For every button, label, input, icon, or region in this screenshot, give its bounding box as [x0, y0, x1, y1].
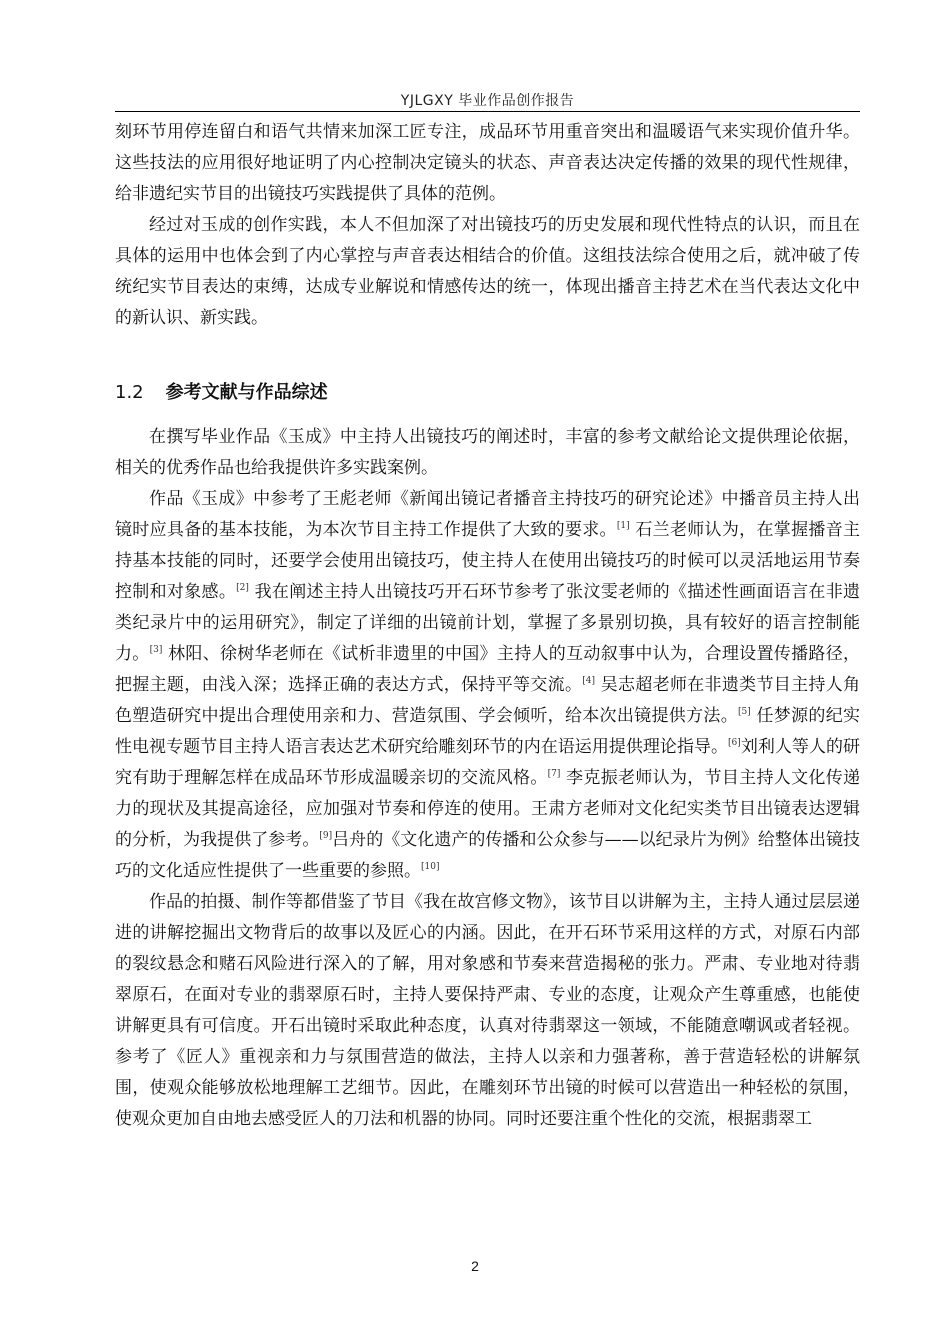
review-sentence: 吴志超老师在非遗类节目主持人角色塑造研究中提出合理使用亲和力、营造氛围、学会倾听，给本次出镜提供方法。 — [115, 675, 861, 726]
review-paragraph-2 — [115, 484, 860, 887]
citation-3: [3] — [149, 645, 163, 655]
review-sentence: 李克振老师认为，节目主持人文化传递力的现状及其提高途径，应加强对节奏和停连的使用。王肃方老师对文化纪实类节目出镜表达逻辑的分析，为我提供了参考。 — [115, 768, 861, 850]
section-number: 1.2 — [115, 382, 144, 403]
citation-10: [10] — [421, 862, 440, 872]
header-rule — [115, 111, 860, 112]
review-paragraph-3: 作品的拍摄、制作等都借鉴了节目《我在故宫修文物》，该节目以讲解为主，主持人通过层层递进的讲解挖掘出文物背后的故事以及匠心的内涵。因此，在开石环节采用这样的方式，对原石内部的裂纹悬念和赌石风险进行深入的了解，用对象感和节奏来营造揭秘的张力。严肃、专业地对待翡翠原石，在面对专业的翡翠原石时，主持人要保持严肃、专业的态度，让观众产生尊重感，也能使讲解更具有可信度。开石出镜时采取此种态度，认真对待翡翠这一领域，不能随意嘲讽或者轻视。参考了《匠人》重视亲和力与氛围营造的做法，主持人以亲和力强著称，善于营造轻松的讲解氛围，使观众能够放松地理解工艺细节。因此，在雕刻环节出镜的时候可以营造出一种轻松的氛围，使观众更加自由地去感受匠人的刀法和机器的协同。同时还要注重个性化的交流，根据翡翠工 — [115, 892, 860, 1129]
intro-paragraph-2: 经过对玉成的创作实践，本人不但加深了对出镜技巧的历史发展和现代性特点的认识，而且在具体的运用中也体会到了内心掌控与声音表达相结合的价值。这组技法综合使用之后，就冲破了传统纪实节目表达的束缚，达成专业解说和情感传达的统一，体现出播音主持艺术在当代表达文化中的新认识、新实践。 — [115, 215, 860, 328]
section-title: 参考文献与作品综述 — [165, 382, 328, 403]
review-sentence: 刘利人等人的研究有助于理解怎样在成品环节形成温暖亲切的交流风格。 — [115, 737, 861, 788]
review-sentence: 我在阐述主持人出镜技巧开石环节参考了张汶雯老师的《描述性画面语言在非遗类纪录片中的运用研究》，制定了详细的出镜前计划，掌握了多景别切换，具有较好的语言控制能力。 — [115, 582, 860, 664]
citation-4: [4] — [582, 676, 596, 686]
review-sentence: 吕舟的《文化遗产的传播和公众参与——以纪录片为例》给整体出镜技巧的文化适应性提供了一些重要的参照。 — [115, 830, 861, 881]
citation-5: [5] — [738, 707, 751, 717]
intro-paragraph-1: 刻环节用停连留白和语气共情来加深工匠专注，成品环节用重音突出和温暖语气来实现价值升华。这些技法的应用很好地证明了内心控制决定镜头的状态、声音表达决定传播的效果的现代性规律，给非遗纪实节目的出镜技巧实践提供了具体的范例。 — [115, 122, 860, 204]
section-heading — [115, 378, 328, 404]
citation-1: [1] — [616, 521, 630, 531]
citation-7: [7] — [547, 769, 561, 779]
citation-2: [2] — [236, 583, 249, 593]
intro-text — [115, 117, 860, 334]
running-header: YJLGXY 毕业作品创作报告 — [400, 93, 575, 109]
citation-6: [6] — [728, 738, 741, 748]
citation-9: [9] — [319, 831, 333, 841]
page-number: 2 — [471, 1258, 479, 1274]
review-sentence: 林阳、徐树华老师在《试析非遗里的中国》主持人的互动叙事中认为，合理设置传播路径，把握主题，由浅入深；选择正确的表达方式，保持平等交流。 — [115, 644, 861, 695]
review-sentence: 石兰老师认为，在掌握播音主持基本技能的同时，还要学会使用出镜技巧，使主持人在使用出镜技巧的时候可以灵活地运用节奏控制和对象感。 — [115, 520, 861, 602]
review-paragraph-1: 在撰写毕业作品《玉成》中主持人出镜技巧的阐述时，丰富的参考文献给论文提供理论依据，相关的优秀作品也给我提供许多实践案例。 — [115, 427, 860, 478]
review-sentence: 作品《玉成》中参考了王彪老师《新闻出镜记者播音主持技巧的研究论述》中播音员主持人出镜时应具备的基本技能，为本次节目主持工作提供了大致的要求。 — [115, 489, 860, 540]
review-sentence: 任梦源的纪实性电视专题节目主持人语言表达艺术研究给雕刻环节的内在语运用提供理论指导。 — [115, 706, 861, 757]
review-text — [115, 422, 860, 1135]
